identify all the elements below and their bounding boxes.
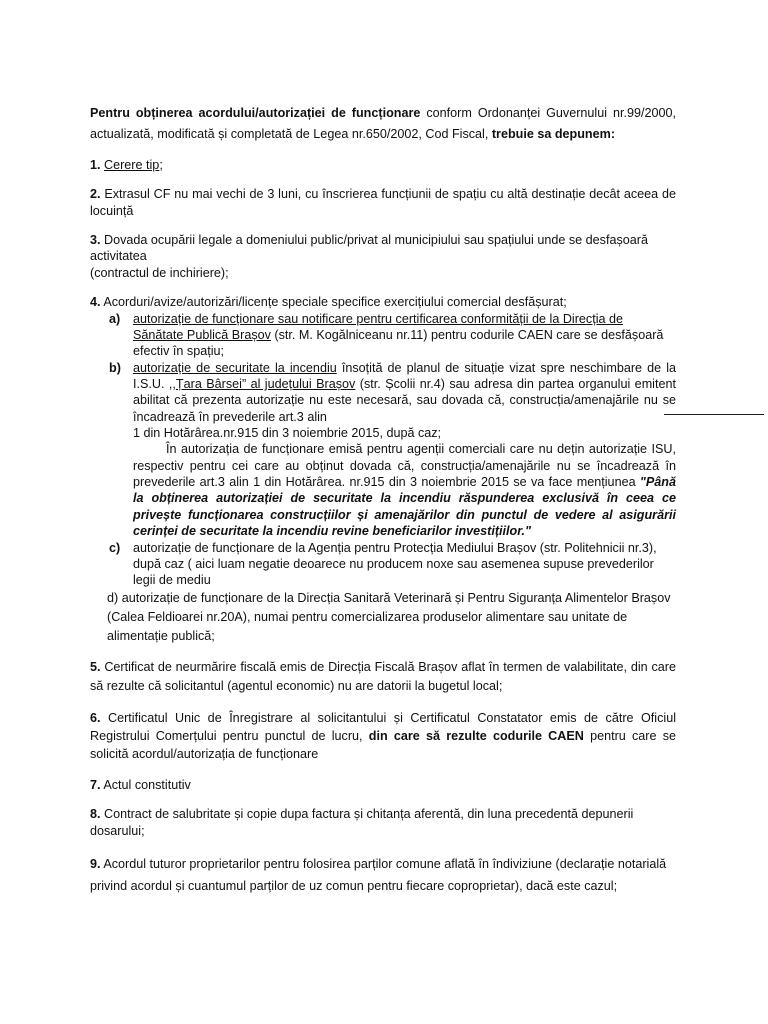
item-8-number: 8. [90,806,101,821]
cerere-tip-link[interactable]: Cerere tip [104,158,160,172]
item-5 [90,658,676,696]
item-4b-label: b) [109,360,121,375]
item-7-number: 7. [90,777,101,792]
item-7 [90,777,676,793]
item-9-number: 9. [90,856,101,871]
item-4b-part-3: 1 din Hotărârea.nr.915 din 3 noiembrie 2015, după caz; [133,426,442,441]
item-8-text: Contract de salubritate și copie dupa factura și chitanța aferentă, din luna precedentă depunerii dosarului; [90,806,634,838]
item-4b-part-2: (str. Școlii nr.4) sau adresa din partea organului emitent abilitat că prezenta autorizație nu este necesară, sau dovada că, construcția/amenajările nu se încadrează în prevederile art.3 alin [133,376,676,424]
item-6-number: 6. [90,710,101,725]
margin-rule [664,414,764,415]
item-4-d [90,589,676,646]
item-1-number: 1. [90,158,101,172]
item-5-number: 5. [90,659,101,674]
item-2-text: Extrasul CF nu mai vechi de 3 luni, cu înscrierea funcțiunii de spațiu cu altă destinație decât aceea de locuință [90,187,677,218]
item-4-b [90,360,676,425]
item-4a-rest: (str. M. Kogălniceanu nr.11) pentru codurile CAEN care se desfășoară efectiv în spațiu; [133,327,664,359]
item-4 [90,294,676,310]
item-4-number: 4. [90,295,101,310]
item-7-text: Actul constitutiv [103,777,191,792]
item-5-text: Certificat de neurmărire fiscală emis de Direcția Fiscală Brașov aflat în termen de valabilitate, din care să rezulte că solicitantul (agentul economic) nu are datorii la bugetul local; [90,659,676,693]
item-4b-underlined-1: autorizație de securitate la incendiu [133,360,337,375]
item-4-text: Acorduri/avize/autorizări/licențe speciale specifice exercițiului comercial desfășurat; [103,295,567,310]
item-2 [90,186,676,219]
item-8 [90,806,676,840]
item-3-text: Dovada ocupării legale a domeniului public/privat al municipiului sau spațiului unde se desfașoară activitatea [90,233,648,264]
intro-bold-lead: Pentru obținerea acordului/autorizației de funcționare [90,106,421,120]
intro-bold-tail: trebuie sa depunem: [491,127,616,141]
item-4d-label: d) [107,590,119,605]
document-body [90,103,676,897]
item-9-text: Acordul tuturor proprietarilor pentru folosirea parților comune aflată în îndiviziune (declarație notarială privind acordul și cuantumul parților de uz comun pentru fiecare coproprietar), dacă este cazul; [90,856,667,893]
item-4b-quote: "Până la obținerea autorizației de securitate la incendiu răspunderea exclusivă în ceea ce privește funcționarea construcțiilor și amenajărilor din punctul de vedere al asigurării cerinței de securitate la incendiu revine beneficiarilor investițiilor." [133,475,676,539]
item-4b-part-4: În autorizația de funcționare emisă pentru agenții comerciali care nu dețin autorizație ISU, respectiv pentru cei care au obținut dovada că, construcția/amenajările nu se încadrează în prevederile art.3 alin 1 din Hotărârea. nr.915 din 3 noiembrie 2015 se va face mențiunea [133,442,676,490]
item-1-tail: ; [159,158,163,172]
intro-middle: conform Ordonanței Guvernului nr.99/2000, actualizată, modificată și completată de Legea nr.650/2002, Cod Fiscal, [90,106,676,141]
item-4-c [90,540,676,589]
item-3-number: 3. [90,233,101,248]
item-6-part-2: pentru care se solicită acordul/autorizația de funcționare [90,728,677,761]
item-4a-label: a) [109,311,121,326]
item-6 [90,709,676,763]
item-3 [90,232,676,265]
item-4a-underlined: autorizație de funcționare sau notificare pentru certificarea conformității de la Direcția de Sănătate Publică Brașov [133,311,624,342]
item-1 [90,157,676,173]
intro-paragraph [90,103,676,145]
item-4c-text: autorizație de funcționare de la Agenția pentru Protecția Mediului Brașov (str. Politehnicii nr.3), după caz ( aici luam negatie deoarece nu producem noxe sau asemenea supuse prevederilor legii de mediu [133,540,657,588]
item-3-note: (contractul de inchiriere); [90,265,229,280]
item-4d-text: autorizație de funcționare de la Direcția Sanitară Veterinară și Pentru Siguranța Alimentelor Brașov (Calea Feldioarei nr.20A), numai pentru comercializarea produselor alimentare sau unitate de alimentație publică; [107,590,671,643]
item-2-number: 2. [90,187,101,202]
item-4c-label: c) [109,540,121,555]
item-4b-part-1: însoțită de planul de situație vizat spre neschimbare de la I.S.U. ,, [133,360,676,391]
item-6-part-1: Certificatul Unic de Înregistrare al solicitantului și Certificatul Constatator emis de către Oficiul Registrului Comerțului pentru punctul de lucru, [90,710,677,743]
item-9 [90,853,676,897]
item-4-a [90,311,676,360]
item-4b-isu-note [90,441,676,539]
item-4b-underlined-2: Țara Bârsei” al județului Brașov [175,376,356,391]
item-6-bold: din care să rezulte codurile CAEN [368,728,584,743]
